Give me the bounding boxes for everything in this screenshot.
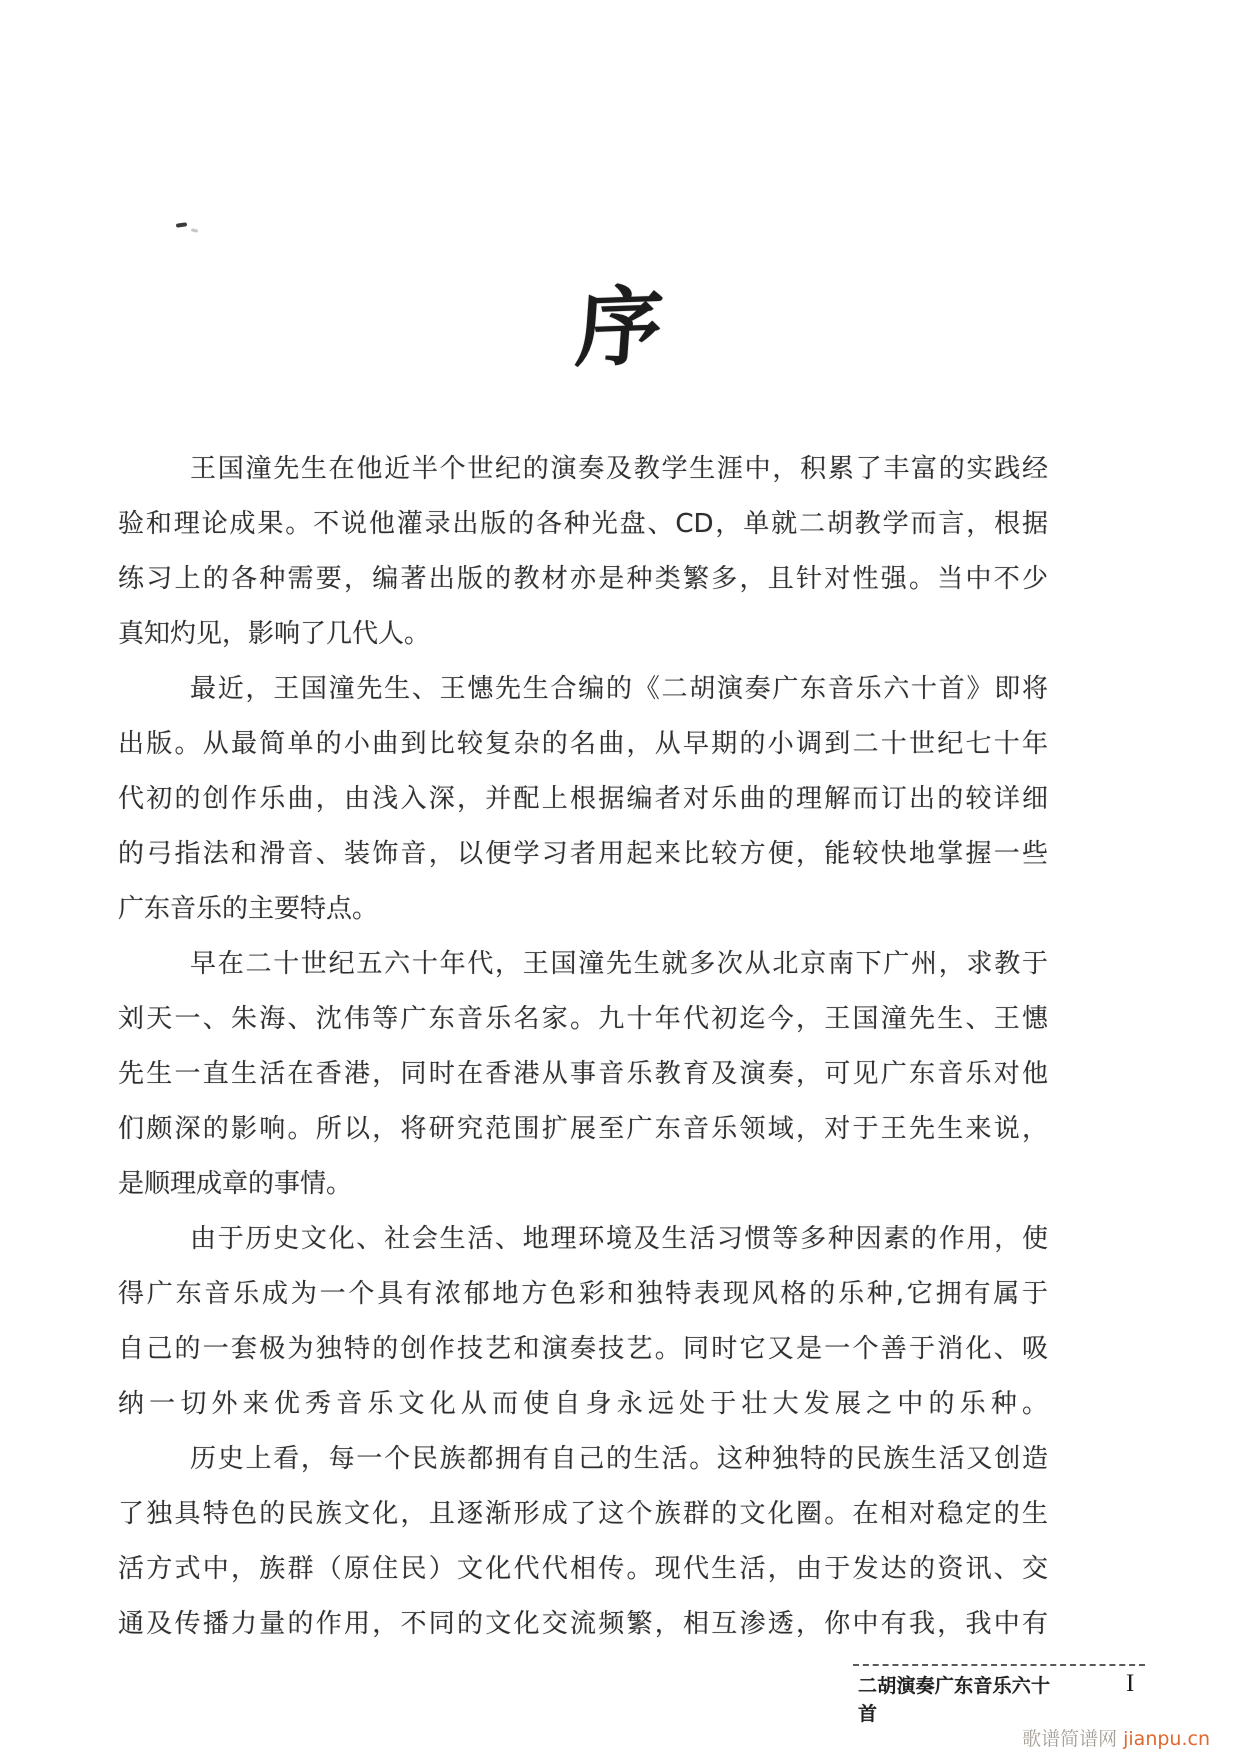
text-line-p3-l2: 刘天一、朱海、沈伟等广东音乐名家。九十年代初迄今，王国潼先生、王憓 <box>118 1004 1048 1034</box>
watermark-site-url: jianpu.cn <box>1123 1728 1210 1750</box>
text-line-p4-l2: 得广东音乐成为一个具有浓郁地方色彩和独特表现风格的乐种,它拥有属于 <box>118 1279 1048 1309</box>
footer-rule <box>853 1664 1145 1666</box>
text-line-p4-l3: 自己的一套极为独特的创作技艺和演奏技艺。同时它又是一个善于消化、吸 <box>118 1334 1048 1364</box>
scan-artifact-speck <box>176 222 187 227</box>
watermark-site-name: 歌谱简谱网 <box>1022 1728 1118 1750</box>
text-line-p1-l4: 真知灼见，影响了几代人。 <box>118 619 431 649</box>
text-line-p5-l3: 活方式中，族群（原住民）文化代代相传。现代生活，由于发达的资讯、交 <box>118 1554 1048 1584</box>
text-line-p5-l4: 通及传播力量的作用，不同的文化交流频繁，相互渗透，你中有我，我中有 <box>118 1609 1048 1639</box>
text-line-p2-l2: 出版。从最简单的小曲到比较复杂的名曲，从早期的小调到二十世纪七十年 <box>118 729 1048 759</box>
text-line-p2-l4: 的弓指法和滑音、装饰音，以便学习者用起来比较方便，能较快地掌握一些 <box>118 839 1048 869</box>
text-line-p2-l5: 广东音乐的主要特点。 <box>118 894 379 924</box>
text-line-p1-l1: 王国潼先生在他近半个世纪的演奏及教学生涯中，积累了丰富的实践经 <box>190 454 1048 484</box>
page-number: I <box>1126 1670 1135 1697</box>
page-title: 序 <box>572 275 667 380</box>
text-line-p1-l2: 验和理论成果。不说他灌录出版的各种光盘、CD，单就二胡教学而言，根据 <box>118 509 1048 539</box>
scan-artifact-speck <box>191 228 199 233</box>
preface-body <box>118 442 1048 1652</box>
text-line-p3-l5: 是顺理成章的事情。 <box>118 1169 353 1199</box>
footer-book-title: 二胡演奏广东音乐六十首 <box>858 1675 1050 1725</box>
text-line-p5-l2: 了独具特色的民族文化，且逐渐形成了这个族群的文化圈。在相对稳定的生 <box>118 1499 1048 1529</box>
text-line-p2-l1: 最近，王国潼先生、王憓先生合编的《二胡演奏广东音乐六十首》即将 <box>190 674 1048 704</box>
text-line-p3-l1: 早在二十世纪五六十年代，王国潼先生就多次从北京南下广州，求教于 <box>190 949 1048 979</box>
text-line-p5-l1: 历史上看，每一个民族都拥有自己的生活。这种独特的民族生活又创造 <box>190 1444 1048 1474</box>
text-line-p4-l4: 纳一切外来优秀音乐文化从而使自身永远处于壮大发展之中的乐种。 <box>118 1389 1048 1419</box>
text-line-p3-l4: 们颇深的影响。所以，将研究范围扩展至广东音乐领域，对于王先生来说， <box>118 1114 1048 1144</box>
text-line-p2-l3: 代初的创作乐曲，由浅入深，并配上根据编者对乐曲的理解而订出的较详细 <box>118 784 1048 814</box>
text-line-p3-l3: 先生一直生活在香港，同时在香港从事音乐教育及演奏，可见广东音乐对他 <box>118 1059 1048 1089</box>
text-line-p1-l3: 练习上的各种需要，编著出版的教材亦是种类繁多，且针对性强。当中不少 <box>118 564 1048 594</box>
site-watermark <box>1022 1724 1210 1751</box>
text-line-p4-l1: 由于历史文化、社会生活、地理环境及生活习惯等多种因素的作用，使 <box>190 1224 1048 1254</box>
